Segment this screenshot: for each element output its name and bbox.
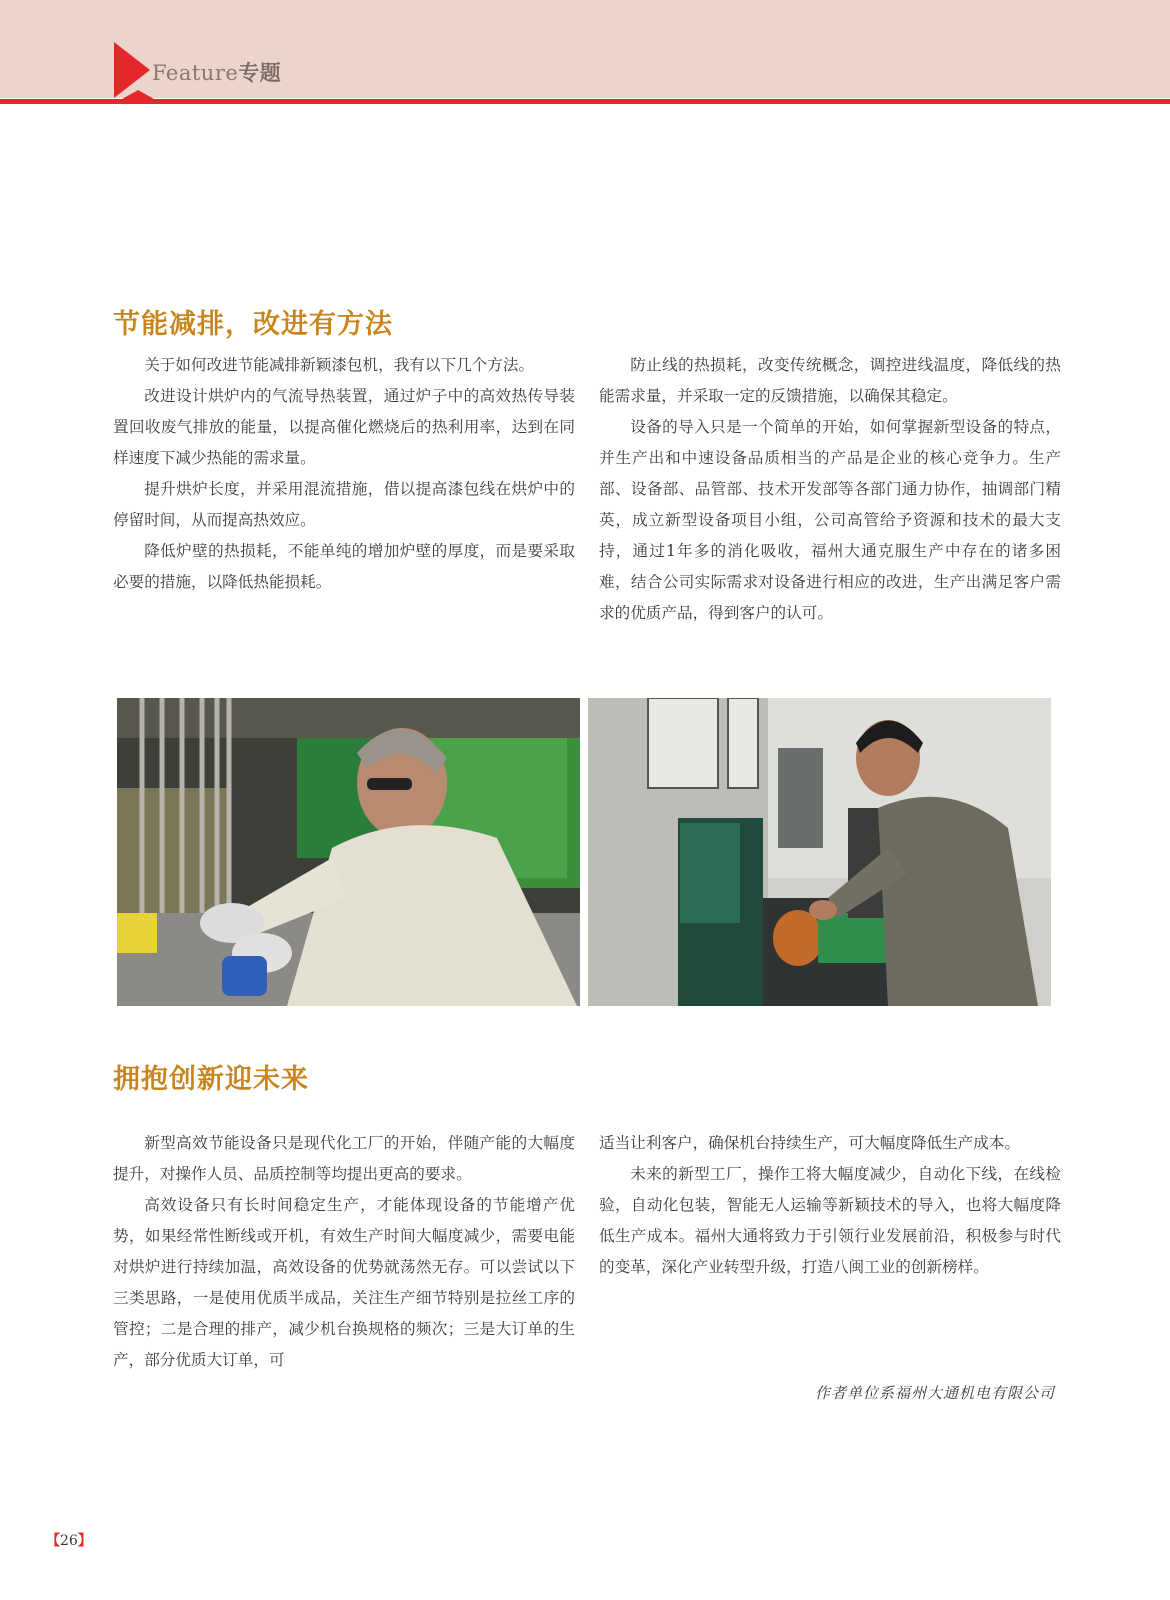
section2-heading: 拥抱创新迎未来 <box>113 1064 309 1095</box>
paragraph: 防止线的热损耗，改变传统概念，调控进线温度，降低线的热能需求量，并采取一定的反馈措施，以确保其稳定。 <box>599 356 1061 405</box>
paragraph: 高效设备只有长时间稳定生产，才能体现设备的节能增产优势，如果经常性断线或开机，有效生产时间大幅度减少，需要电能对烘炉进行持续加温，高效设备的优势就荡然无存。可以尝试以下三类思路，一是使用优质半成品，关注生产细节特别是拉丝工序的管控；二是合理的排产，减少机台换规格的频次；三是大订单的生产，部分优质大订单，可 <box>113 1196 575 1369</box>
author-byline: 作者单位系福州大通机电有限公司 <box>814 1384 1055 1402</box>
section2-left-column <box>113 1128 575 1376</box>
page-bracket-open: 【 <box>46 1533 60 1549</box>
paragraph: 改进设计烘炉内的气流导热装置，通过炉子中的高效热传导装置回收废气排放的能量，以提高催化燃烧后的热利用率，达到在同样速度下减少热能的需求量。 <box>113 387 575 467</box>
paragraph: 设备的导入只是一个简单的开始，如何掌握新型设备的特点，并生产出和中速设备品质相当的产品是企业的核心竞争力。生产部、设备部、品管部、技术开发部等各部门通力协作，抽调部门精英，成立新型设备项目小组，公司高管给予资源和技术的最大支持，通过1年多的消化吸收，福州大通克服生产中存在的诸多困难，结合公司实际需求对设备进行相应的改进，生产出满足客户需求的优质产品，得到客户的认可。 <box>599 418 1061 622</box>
paragraph: 未来的新型工厂，操作工将大幅度减少，自动化下线，在线检验，自动化包装，智能无人运输等新颖技术的导入，也将大幅度降低生产成本。福州大通将致力于引领行业发展前沿，积极参与时代的变革，深化产业转型升级，打造八闽工业的创新榜样。 <box>599 1165 1061 1276</box>
paragraph: 新型高效节能设备只是现代化工厂的开始，伴随产能的大幅度提升，对操作人员、品质控制等均提出更高的要求。 <box>113 1134 575 1183</box>
photo-worker-lathe-image <box>588 698 1051 1006</box>
section1-right-column <box>599 350 1061 629</box>
paragraph: 适当让利客户，确保机台持续生产，可大幅度降低生产成本。 <box>599 1134 1021 1152</box>
page-bracket-close: 】 <box>77 1533 92 1549</box>
paragraph: 提升烘炉长度，并采用混流措施，借以提高漆包线在烘炉中的停留时间，从而提高热效应。 <box>113 480 575 529</box>
photo-worker-machine-image <box>117 698 580 1006</box>
paragraph: 降低炉壁的热损耗，不能单纯的增加炉壁的厚度，而是要采取必要的措施，以降低热能损耗。 <box>113 542 575 591</box>
header-title <box>152 57 281 87</box>
header-title-zh: 专题 <box>238 61 282 85</box>
section2-right-column <box>599 1128 1061 1283</box>
photo-worker-machine <box>117 698 580 1006</box>
photo-worker-lathe <box>588 698 1051 1006</box>
page-number-value: 26 <box>60 1533 78 1549</box>
paragraph: 关于如何改进节能减排新颖漆包机，我有以下几个方法。 <box>144 356 535 374</box>
header-title-en: Feature <box>152 61 239 85</box>
section1-left-column <box>113 350 575 598</box>
page-number <box>46 1530 92 1550</box>
section1-heading: 节能减排，改进有方法 <box>113 309 393 340</box>
